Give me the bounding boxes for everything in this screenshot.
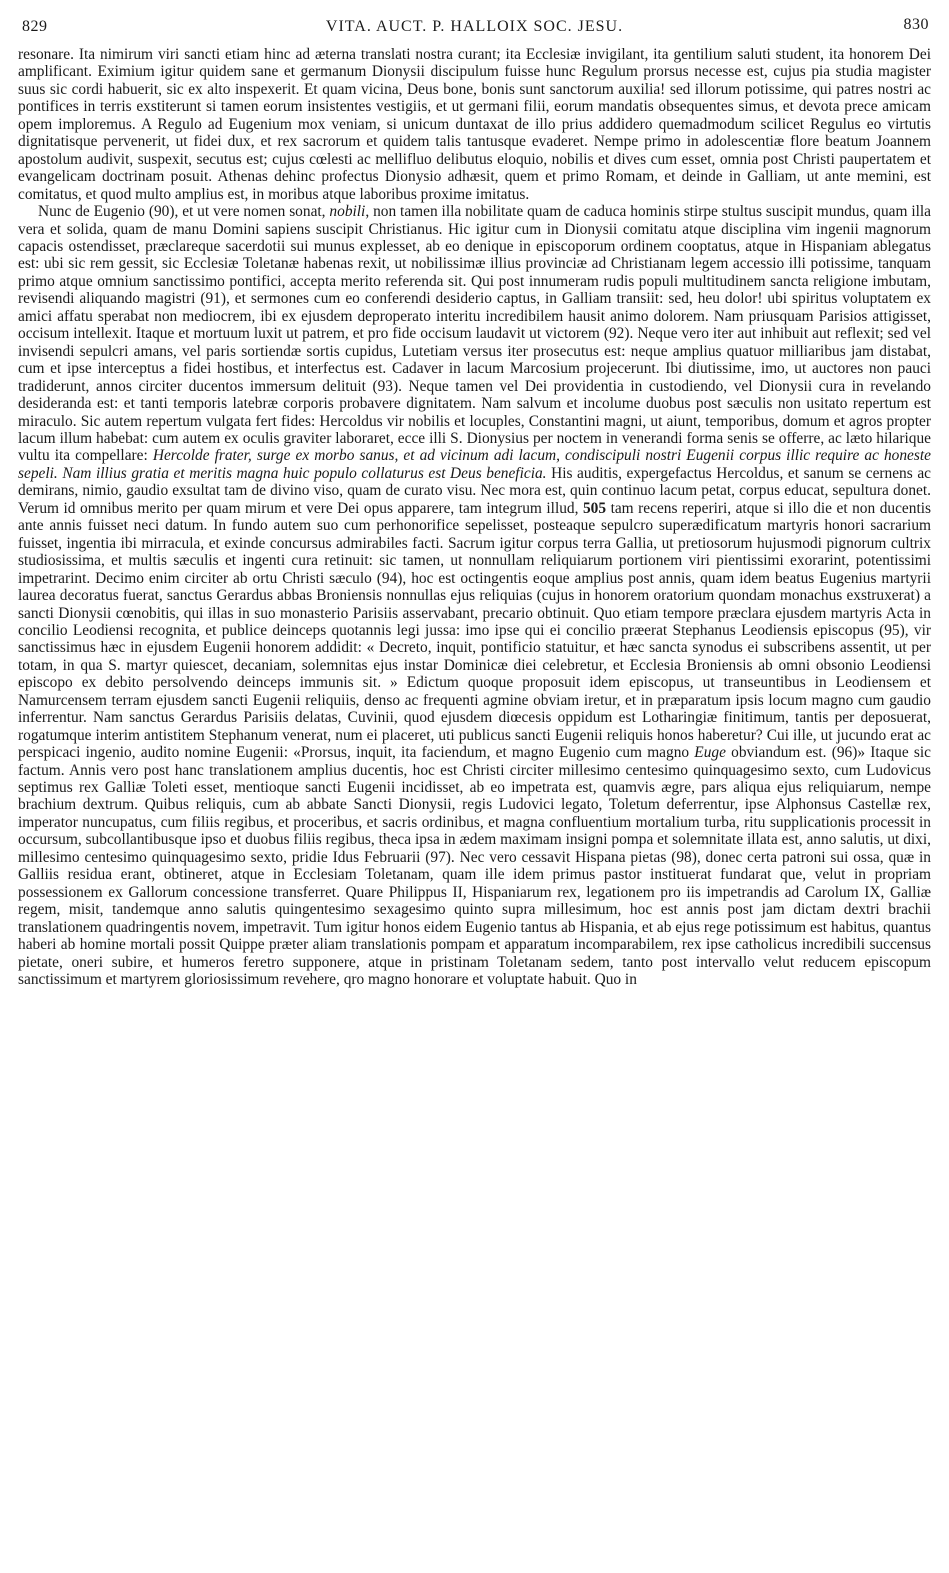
- text-run: Nunc de Eugenio (90), et ut vere nomen sonat,: [38, 203, 330, 221]
- page-number-right: 830: [903, 16, 929, 33]
- text-run: His auditis, expergefactus Hercoldus, et sanum se cernens ac demirans, nimio, gaudio exsultat tam de divino viso, quam de curato visu. Nec mora est, quin continuo lacum petat, corpus educat, sepultura donet. Verum id omnibus merito per quam mirum et vere Dei opus apparere, tam integrum illud,: [18, 464, 931, 517]
- text-run: , non tamen illa nobilitate quam de caduca hominis stirpe stultus suscipit mundus, quam illa vera et solida, quam de manu Domini sapiens suscipit Christianus. Hic igitur cum in Dionysii comitatu atque disciplina vim ingenii magnorum capacis ostendisset, præclareque sacerdotii sui munus explesset, ab eo denique in episcoporum ordinem cooptatus, atque in Hispaniam ablegatus est: ubi sic rem gessit, sic Ecclesiæ Toletanæ habenas rexit, ut nobilissimæ illius provinciæ ad Christianam legem accessio illi potissime, tanquam primo atque omnium sanctissimo pontifici, accepta merito referenda sit. Qui post innumeram rudis populi multitudinem sancta religione imbutam, revisendi aliquando magistri (91), et sermones cum eo conferendi desiderio captus, in Galliam transiit: sed, heu dolor! ubi spiritus voluptatem ex amici affatu sperabat non mediocrem, ibi ex ejusdem deproperato interitu incredibilem hausit animo dolorem. Nam priusquam Parisios attigisset, occisum intellexit. Itaque et mortuum luxit ut patrem, et pro fide occisum laudavit ut victorem (92). Neque vero iter aut inhibuit aut reflexit; sed vel invisendi sepulcri amans, vel paris sortiendæ sortis cupidus, Lutetiam versus iter prosecutus est: neque amplius quatuor milliaribus jam distabat, cum et ipse interceptus a fidei hostibus, et interfectus est. Cadaver in lacum Marcosium projecerunt. Ibi diutissime, imo, ut auctores non pauci tradiderunt, annos circiter ducentos immersum delituit (93). Neque tamen vel Dei providentia in custodiendo, vel Dionysii cura in revelando desideranda est: et tanti temporis latebræ corporis probavere dignitatem. Nam salvum et incolume duobus post sæculis non usitato repertum est miraculo. Sic autem repertum vulgata fert fides: Hercoldus vir nobilis et locuples, Constantini magni, ut aiunt, temporibus, domum et agros propter lacum illum habebat: cum autem ex oculis graviter laboraret, ecce illi S. Dionysius per noctem in venerandi forma senis se offerre, ac læto hilarique vultu ita compellare:: [18, 203, 931, 465]
- document-page: [18, 12, 931, 1565]
- italic-text: Euge: [694, 744, 726, 762]
- italic-text: Hercolde frater, surge ex morbo sanus, et ad vicinum adi lacum, condiscipuli nostri Eugenii corpus illic require ac honeste sepeli. Nam illius gratia et meritis magna huic populo collaturus est Deus beneficia.: [18, 447, 931, 482]
- text-run: obviandum est. (96)» Itaque sic factum. Annis vero post hanc translationem amplius ducentis, hoc est Christi circiter millesimo centesimo quinquagesimo sexto, cum Ludovicus septimus rex Galliæ Toleti esset, mentioque sancti Eugenii incidisset, ab eo impetrata est, quamvis ægre, pars aliqua ejus reliquiarum, nempe brachium dextrum. Quibus reliquis, cum ab abbate Sancti Dionysii, regis Ludovici legato, Toletum deferrentur, ipse Alphonsus Castellæ rex, imperator nuncupatus, cum filiis regibus, et proceribus, et sacris ordinibus, et magna confluentium mortalium turba, ritu supplicationis processit in occursum, subcollantibusque ipso et duobus filiis regibus, theca ipsa in ædem maximam insigni pompa et solemnitate illata est, anno salutis, ut dixi, millesimo centesimo quinquagesimo sexto, pridie Idus Februarii (97). Nec vero cessavit Hispana pietas (98), donec certa patroni sui ossa, quæ in Galliis residua erant, obtineret, atque in Ecclesiam Toletanam, quam ille idem primus pastor instituerat fundarat que, velut in propriam possessionem ex Gallorum concessione transferret. Quare Philippus II, Hispaniarum rex, legationem pro iis impetrandis ad Carolum IX, Galliæ regem, misit, tandemque anno salutis quingentesimo sexagesimo quinto supra millesimum, hoc est annis post jam dictam dextri brachii translationem quadringentis novem, impetravit. Tum igitur honos eidem Eugenio tantus ab Hispania, et ab ejus rege potissimum est habitus, quantus haberi ab homine mortali possit Quippe præter aliam translationis pompam et apparatum incomparabilem, rex ipse catholicus incredibili succensus pietate, oneri subire, et humeros feretro supponere, atque in pristinam Toletanam sedem, tanto post intervallo velut reducem episcopum sanctissimum et martyrem gloriosissimum revehere, qro magno honorare et voluptate habuit. Quo in: [18, 744, 931, 989]
- page-number-left: 829: [22, 18, 48, 35]
- margin-number: 505: [582, 499, 607, 517]
- paragraph: [18, 203, 931, 988]
- text-run: resonare. Ita nimirum viri sancti etiam hinc ad æterna translati nostra curant; ita Ecclesiæ invigilant, ita gentilium saluti student, ita honorem Dei amplificant. Eximium igitur quidem sane et germanum Dionysii discipulum fuisse hunc Regulum prorsus necesse est, cujus pia studia magister suus sic cordi habuerit, sic ex alto inspexerit. Et quam vicina, Deus bone, bonis sunt sanctorum auxilia! sed illorum potissime, qui patres nostri ac pontifices in terris exstiterunt si tamen eorum insistentes vestigiis, et ut germani filii, eorum mandatis obsequentes simus, et devota prece amicam opem imploremus. A Regulo ad Eugenium mox veniam, si unicum duntaxat de illo prius addidero quemadmodum scilicet Regulus eo virtutis dignitatisque pervenerit, ut fidei dux, et rex sacrorum et quidem talis tantusque evaderet. Nempe primo in adolescentiæ flore beatum Joannem apostolum audivit, suspexit, secutus est; cujus cœlesti ac mellifluo delibutus eloquio, nobilis et dives cum esset, omnia post Christi paupertatem et evangelicam doctrinam posuit. Athenas dehinc profectus Dionysio adhæsit, quem et primo Romam, et deinde in Galliam, ut ante memini, est comitatus, et quod multo amplius est, in moribus atque laboribus proxime imitatus.: [18, 46, 931, 203]
- running-header: [18, 12, 931, 46]
- running-title: VITA. AUCT. P. HALLOIX SOC. JESU.: [325, 18, 624, 35]
- body-text: [18, 46, 931, 988]
- italic-text: nobili: [329, 203, 366, 221]
- paragraph: [18, 46, 931, 203]
- text-run: tam recens reperiri, atque si illo die et non ducentis ante annis fuisset neci datum. In fundo autem suo cum perhonorifice sepelisset, posteaque sepulcro superædificatum martyris honori sacrarium fuisset, ingentia ibi mirracula, et exinde concursus admirabiles facti. Sacrum igitur corpus terra Gallia, ut pretiosorum hujusmodi pignorum cultrix studiosissima, et multis sæculis et ingenti cura retinuit: sic tamen, ut nonnullam reliquiarum portionem viri pientissimi exorarint, potentissimi impetrarint. Decimo enim circiter ab ortu Christi sæculo (94), hoc est octingentis eoque amplius post annis, quam idem beatus Eugenius martyrii laurea decoratus fuerat, sanctus Gerardus abbas Broniensis nonnullas ejus reliquias (cujus in honorem oratorium quondam monachus exstruxerat) a sancti Dionysii cœnobitis, qui illas in suo monasterio Parisiis asservabant, precario obtinuit. Quo etiam tempore præclara ejusdem martyris Acta in concilio Leodiensi recognita, et publice deinceps quotannis legi jussa: imo ipse qui ei concilio præerat Stephanus Leodiensis episcopus (95), vir sanctissimus hæc in ejusdem Eugenii honorem addidit: « Decreto, inquit, pontificio statuitur, et hæc sancta synodus ei subscribens assentit, ut per totam, in qua S. martyr quiescet, decaniam, solemnitas ejus instar Dominicæ diei celebretur, et Ecclesia Broniensis ab omni obsonio Leodiensi episcopo ex debito persolvendo deinceps immunis sit. » Edictum quoque proposuit idem episcopus, ut transeuntibus in Leodiensem et Namurcensem terram ejusdem sancti Eugenii reliquiis, denso ac frequenti agmine obviam iretur, et in præparatum ipsis locum magno cum gaudio inferrentur. Nam sanctus Gerardus Parisiis delatas, Cuvinii, quod ejusdem diœcesis oppidum est Lotharingiæ finitimum, tantis per deposuerat, rogatumque interim antistitem Stephanum venerat, num ei placeret, uti publicus sancti Eugenii reliquis honos haberetur? Cui ille, ut jucundo erat ac perspicaci ingenio, audito nomine Eugenii: «Prorsus, inquit, ita faciendum, et magno Eugenio cum magno: [18, 499, 931, 762]
